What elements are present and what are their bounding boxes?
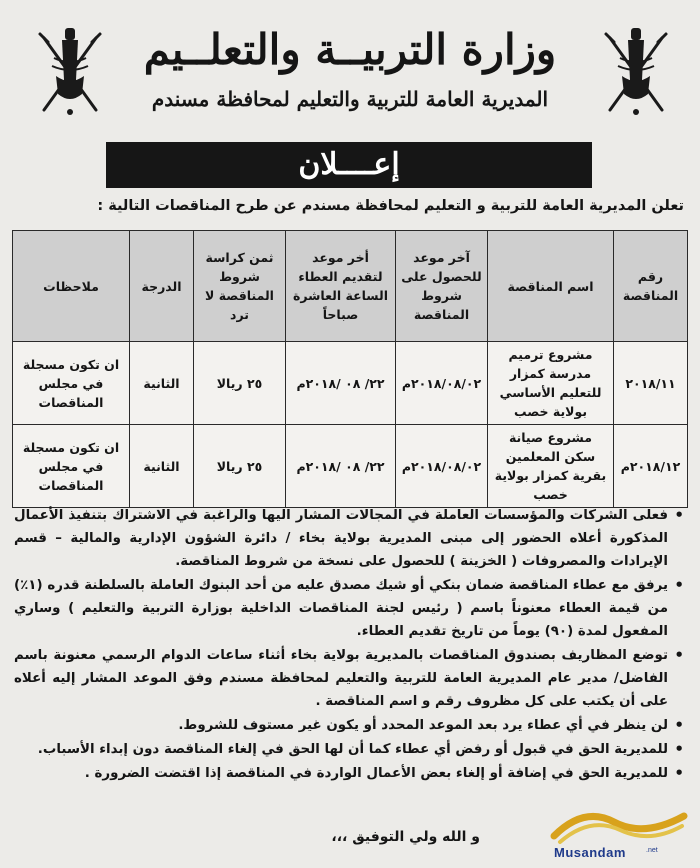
directorate-subtitle: المديرية العامة للتربية والتعليم لمحافظة مسندم xyxy=(151,87,549,111)
site-watermark xyxy=(534,802,694,862)
conditions-list xyxy=(14,504,686,786)
list-item: • توضع المظاريف بصندوق المناقصات بالمديرية بولاية بخاء أثناء ساعات الدوام الرسمي معنونة باسم الفاضل/ مدير عام المديرية العامة للتربية والتعليم لمحافظة مسندم وفق الموعد المشار إليه أعلاه على أن يكتب على كل مظروف رقم و اسم المناقصة . xyxy=(14,644,686,713)
watermark-suffix: .net xyxy=(646,847,658,854)
cell-bid-deadline: ٢٢/ ٠٨ /٢٠١٨م xyxy=(286,342,396,425)
header-number: رقم المناقصة xyxy=(614,231,688,342)
intro-text: تعلن المديرية العامة للتربية و التعليم لمحافظة مسندم عن طرح المناقصات التالية : xyxy=(97,198,684,214)
list-item: • لن ينظر في أي عطاء يرد بعد الموعد المحدد أو يكون غير مستوف للشروط. xyxy=(14,714,686,737)
cell-bid-deadline: ٢٢/ ٠٨ /٢٠١٨م xyxy=(286,425,396,508)
closing-line: و الله ولي التوفيق ،،، xyxy=(331,829,480,845)
cell-docs-deadline: ٢٠١٨/٠٨/٠٢م xyxy=(396,342,488,425)
list-item: • فعلى الشركات والمؤسسات العاملة في المجالات المشار اليها والراغبة في الاشتراك بتنفيذ الأعمال المذكورة أعلاه الحضور إلى مبنى المديرية بولاية بخاء / دائرة الشؤون الإدارية والمالية – قسم الإيرادات والمصروفات ( الخزينة ) للحصول على نسخة من شروط المناقصة. xyxy=(14,504,686,573)
list-item: • للمديرية الحق في قبول أو رفض أي عطاء كما أن لها الحق في إلغاء المناقصة دون إبداء الأسباب. xyxy=(14,738,686,761)
header-name: اسم المناقصة xyxy=(488,231,614,342)
tenders-table xyxy=(12,230,688,508)
list-item: • للمديرية الحق في إضافة أو إلغاء بعض الأعمال الواردة في المناقصة إذا اقتضت الضرورة . xyxy=(14,762,686,785)
national-emblem-icon xyxy=(34,24,106,120)
cell-docs-deadline: ٢٠١٨/٠٨/٠٢م xyxy=(396,425,488,508)
watermark-logo-icon xyxy=(534,802,694,846)
cell-name: مشروع ترميم مدرسة كمزار للتعليم الأساسي بولاية خصب xyxy=(488,342,614,425)
list-item: • يرفق مع عطاء المناقصة ضمان بنكي أو شيك مصدق عليه من أحد البنوك العاملة بالسلطنة قدره (١٪) من قيمة العطاء معنوناً باسم ( رئيس لجنة المناقصات الداخلية بوزارة التربية والتعليم ) وساري المفعول لمدة (٩٠) يوماً من تاريخ تقديم العطاء. xyxy=(14,574,686,643)
cell-number: ٢٠١٨/١٢م xyxy=(614,425,688,508)
cell-number: ٢٠١٨/١١ xyxy=(614,342,688,425)
ministry-title: وزارة التربيــة والتعلــيم xyxy=(143,25,557,74)
header-remarks: ملاحظات xyxy=(13,231,130,342)
header-price: ثمن كراسة شروط المناقصة لا ترد xyxy=(194,231,286,342)
table-header-row xyxy=(13,231,688,342)
announcement-banner: إعــــلان xyxy=(106,142,592,188)
cell-remarks: ان تكون مسجلة في مجلس المناقصات xyxy=(13,342,130,425)
watermark-brand: Musandam xyxy=(554,845,626,860)
cell-grade: الثانية xyxy=(130,425,194,508)
cell-remarks: ان تكون مسجلة في مجلس المناقصات xyxy=(13,425,130,508)
header-grade: الدرجة xyxy=(130,231,194,342)
table-row xyxy=(13,425,688,508)
cell-name: مشروع صيانة سكن المعلمين بقرية كمزار بولاية خصب xyxy=(488,425,614,508)
cell-grade: الثانية xyxy=(130,342,194,425)
cell-price: ٢٥ ريالا xyxy=(194,342,286,425)
header-docs-deadline: آخر موعد للحصول على شروط المناقصة xyxy=(396,231,488,342)
header-bid-deadline: أخر موعد لتقديم العطاء الساعة العاشرة صباحاً xyxy=(286,231,396,342)
national-emblem-icon xyxy=(600,24,672,120)
table-row xyxy=(13,342,688,425)
cell-price: ٢٥ ريالا xyxy=(194,425,286,508)
